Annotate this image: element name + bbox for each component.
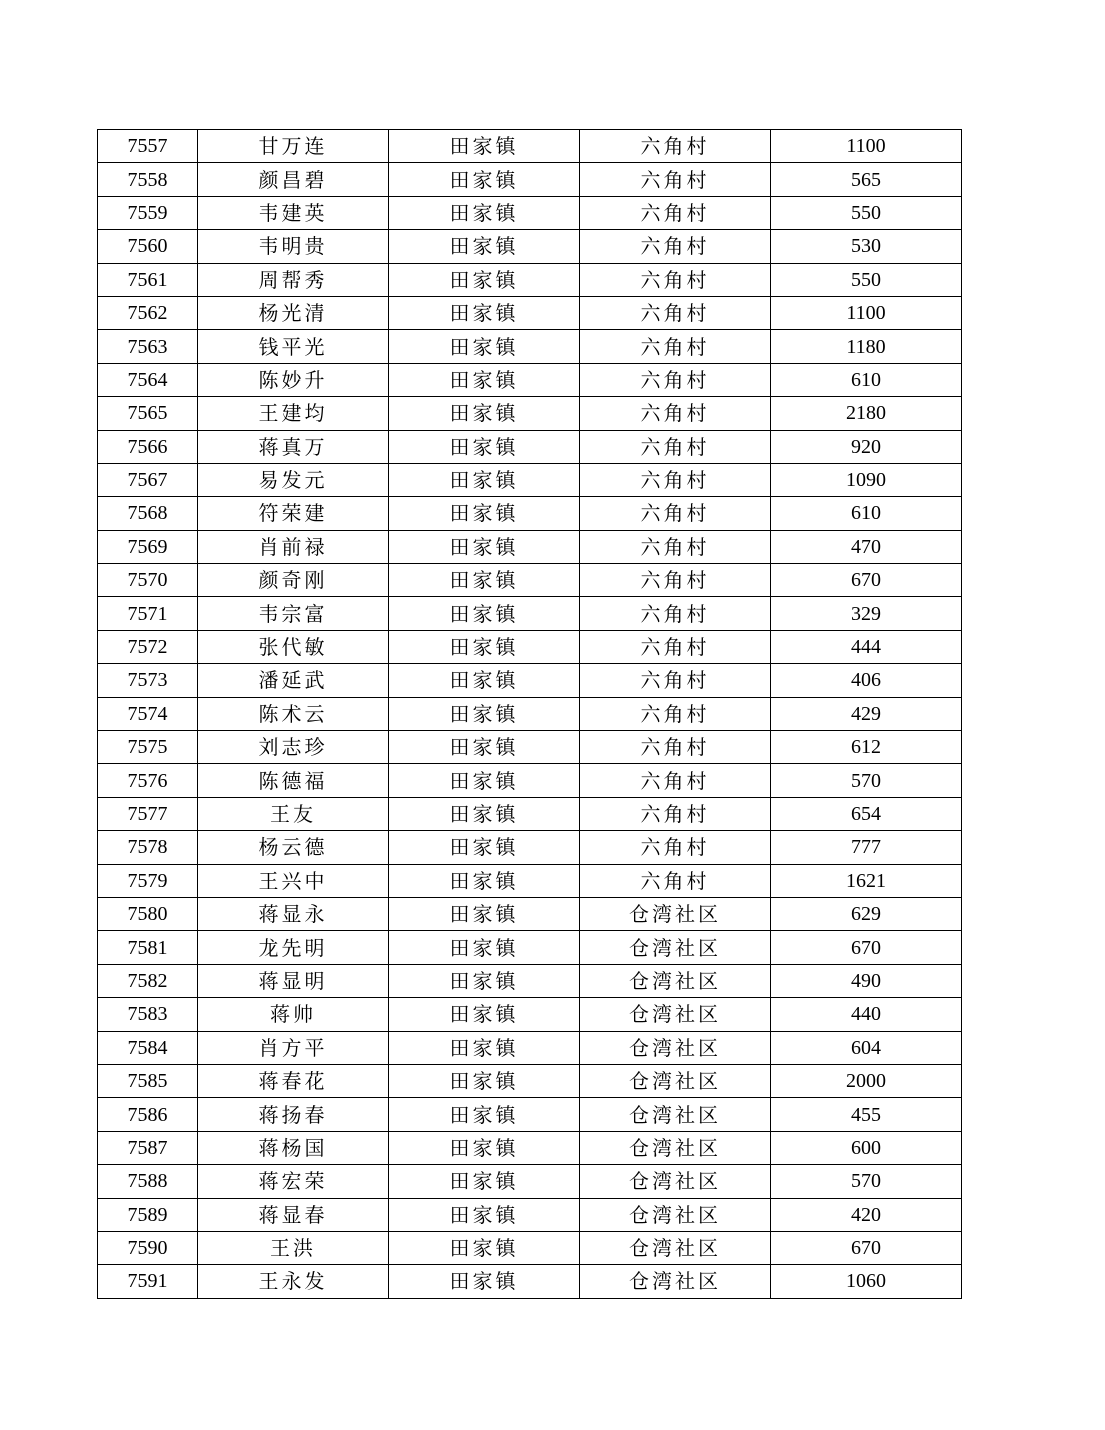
cell-town: 田家镇 — [389, 1031, 580, 1064]
cell-town: 田家镇 — [389, 397, 580, 430]
cell-town: 田家镇 — [389, 630, 580, 663]
table-row — [98, 430, 962, 463]
cell-village: 六角村 — [580, 564, 771, 597]
cell-id: 7558 — [98, 163, 198, 196]
cell-village: 六角村 — [580, 196, 771, 229]
cell-id: 7588 — [98, 1165, 198, 1198]
cell-name: 韦明贵 — [198, 230, 389, 263]
table-body — [98, 130, 962, 1299]
cell-id: 7584 — [98, 1031, 198, 1064]
cell-name: 王永发 — [198, 1265, 389, 1298]
table-row — [98, 1231, 962, 1264]
table-row — [98, 664, 962, 697]
cell-town: 田家镇 — [389, 1165, 580, 1198]
cell-town: 田家镇 — [389, 897, 580, 930]
cell-name: 陈妙升 — [198, 363, 389, 396]
table-row — [98, 296, 962, 329]
cell-town: 田家镇 — [389, 764, 580, 797]
cell-village: 仓湾社区 — [580, 1064, 771, 1097]
cell-town: 田家镇 — [389, 797, 580, 830]
cell-town: 田家镇 — [389, 1064, 580, 1097]
cell-name: 蒋杨国 — [198, 1131, 389, 1164]
cell-amount: 610 — [771, 497, 962, 530]
table-row — [98, 263, 962, 296]
cell-name: 颜昌碧 — [198, 163, 389, 196]
cell-town: 田家镇 — [389, 597, 580, 630]
cell-id: 7591 — [98, 1265, 198, 1298]
cell-amount: 1090 — [771, 463, 962, 496]
cell-id: 7578 — [98, 831, 198, 864]
cell-amount: 654 — [771, 797, 962, 830]
cell-town: 田家镇 — [389, 196, 580, 229]
table-row — [98, 1165, 962, 1198]
table-row — [98, 1064, 962, 1097]
cell-amount: 600 — [771, 1131, 962, 1164]
cell-amount: 612 — [771, 731, 962, 764]
table-row — [98, 630, 962, 663]
table-row — [98, 397, 962, 430]
cell-village: 仓湾社区 — [580, 897, 771, 930]
cell-id: 7583 — [98, 998, 198, 1031]
cell-name: 肖方平 — [198, 1031, 389, 1064]
table-row — [98, 864, 962, 897]
cell-town: 田家镇 — [389, 296, 580, 329]
table-row — [98, 1098, 962, 1131]
cell-id: 7577 — [98, 797, 198, 830]
cell-village: 六角村 — [580, 330, 771, 363]
cell-village: 六角村 — [580, 831, 771, 864]
cell-name: 蒋显春 — [198, 1198, 389, 1231]
cell-village: 六角村 — [580, 230, 771, 263]
cell-village: 仓湾社区 — [580, 931, 771, 964]
cell-id: 7565 — [98, 397, 198, 430]
cell-name: 肖前禄 — [198, 530, 389, 563]
cell-town: 田家镇 — [389, 964, 580, 997]
cell-amount: 1100 — [771, 130, 962, 163]
cell-village: 六角村 — [580, 130, 771, 163]
cell-village: 仓湾社区 — [580, 1131, 771, 1164]
cell-id: 7573 — [98, 664, 198, 697]
cell-name: 杨光清 — [198, 296, 389, 329]
table-row — [98, 831, 962, 864]
cell-name: 龙先明 — [198, 931, 389, 964]
cell-amount: 530 — [771, 230, 962, 263]
cell-village: 仓湾社区 — [580, 1198, 771, 1231]
cell-id: 7561 — [98, 263, 198, 296]
cell-village: 六角村 — [580, 597, 771, 630]
cell-name: 刘志珍 — [198, 731, 389, 764]
cell-id: 7587 — [98, 1131, 198, 1164]
cell-amount: 490 — [771, 964, 962, 997]
cell-name: 潘延武 — [198, 664, 389, 697]
cell-amount: 406 — [771, 664, 962, 697]
cell-village: 仓湾社区 — [580, 998, 771, 1031]
cell-name: 陈德福 — [198, 764, 389, 797]
cell-town: 田家镇 — [389, 564, 580, 597]
cell-village: 六角村 — [580, 697, 771, 730]
table-row — [98, 463, 962, 496]
cell-amount: 777 — [771, 831, 962, 864]
cell-amount: 420 — [771, 1198, 962, 1231]
cell-town: 田家镇 — [389, 463, 580, 496]
cell-amount: 570 — [771, 1165, 962, 1198]
cell-town: 田家镇 — [389, 998, 580, 1031]
table-row — [98, 497, 962, 530]
table-row — [98, 697, 962, 730]
cell-town: 田家镇 — [389, 1131, 580, 1164]
cell-amount: 1621 — [771, 864, 962, 897]
cell-village: 六角村 — [580, 864, 771, 897]
cell-amount: 429 — [771, 697, 962, 730]
cell-amount: 1180 — [771, 330, 962, 363]
cell-village: 六角村 — [580, 731, 771, 764]
cell-id: 7586 — [98, 1098, 198, 1131]
cell-amount: 1100 — [771, 296, 962, 329]
cell-id: 7581 — [98, 931, 198, 964]
cell-village: 六角村 — [580, 797, 771, 830]
cell-name: 周帮秀 — [198, 263, 389, 296]
table-row — [98, 731, 962, 764]
cell-town: 田家镇 — [389, 163, 580, 196]
cell-name: 韦宗富 — [198, 597, 389, 630]
cell-town: 田家镇 — [389, 864, 580, 897]
cell-id: 7560 — [98, 230, 198, 263]
cell-town: 田家镇 — [389, 330, 580, 363]
cell-village: 仓湾社区 — [580, 964, 771, 997]
cell-amount: 565 — [771, 163, 962, 196]
cell-village: 六角村 — [580, 263, 771, 296]
cell-id: 7576 — [98, 764, 198, 797]
cell-id: 7574 — [98, 697, 198, 730]
table-row — [98, 764, 962, 797]
cell-village: 仓湾社区 — [580, 1165, 771, 1198]
table-row — [98, 163, 962, 196]
table-row — [98, 130, 962, 163]
cell-amount: 629 — [771, 897, 962, 930]
cell-name: 蒋真万 — [198, 430, 389, 463]
cell-id: 7571 — [98, 597, 198, 630]
cell-town: 田家镇 — [389, 697, 580, 730]
cell-town: 田家镇 — [389, 831, 580, 864]
cell-amount: 444 — [771, 630, 962, 663]
cell-id: 7590 — [98, 1231, 198, 1264]
cell-village: 仓湾社区 — [580, 1265, 771, 1298]
cell-village: 六角村 — [580, 764, 771, 797]
cell-amount: 440 — [771, 998, 962, 1031]
cell-amount: 2180 — [771, 397, 962, 430]
cell-amount: 2000 — [771, 1064, 962, 1097]
table-row — [98, 1131, 962, 1164]
cell-village: 六角村 — [580, 463, 771, 496]
cell-town: 田家镇 — [389, 664, 580, 697]
cell-id: 7585 — [98, 1064, 198, 1097]
cell-amount: 470 — [771, 530, 962, 563]
cell-amount: 550 — [771, 263, 962, 296]
cell-town: 田家镇 — [389, 230, 580, 263]
cell-village: 六角村 — [580, 296, 771, 329]
cell-town: 田家镇 — [389, 1265, 580, 1298]
cell-amount: 670 — [771, 564, 962, 597]
cell-id: 7566 — [98, 430, 198, 463]
cell-village: 六角村 — [580, 397, 771, 430]
cell-id: 7559 — [98, 196, 198, 229]
cell-town: 田家镇 — [389, 363, 580, 396]
cell-town: 田家镇 — [389, 931, 580, 964]
cell-id: 7568 — [98, 497, 198, 530]
cell-town: 田家镇 — [389, 1231, 580, 1264]
cell-amount: 604 — [771, 1031, 962, 1064]
cell-amount: 570 — [771, 764, 962, 797]
table-row — [98, 797, 962, 830]
cell-id: 7563 — [98, 330, 198, 363]
cell-village: 六角村 — [580, 363, 771, 396]
cell-name: 张代敏 — [198, 630, 389, 663]
cell-village: 仓湾社区 — [580, 1098, 771, 1131]
cell-village: 六角村 — [580, 530, 771, 563]
cell-town: 田家镇 — [389, 530, 580, 563]
cell-name: 王建均 — [198, 397, 389, 430]
cell-id: 7582 — [98, 964, 198, 997]
cell-name: 王兴中 — [198, 864, 389, 897]
cell-amount: 550 — [771, 196, 962, 229]
cell-id: 7564 — [98, 363, 198, 396]
data-table — [97, 129, 962, 1299]
cell-town: 田家镇 — [389, 430, 580, 463]
cell-village: 六角村 — [580, 497, 771, 530]
cell-name: 蒋帅 — [198, 998, 389, 1031]
cell-amount: 329 — [771, 597, 962, 630]
cell-amount: 670 — [771, 1231, 962, 1264]
cell-village: 六角村 — [580, 163, 771, 196]
table-row — [98, 964, 962, 997]
table-row — [98, 330, 962, 363]
cell-town: 田家镇 — [389, 1098, 580, 1131]
cell-town: 田家镇 — [389, 130, 580, 163]
cell-village: 六角村 — [580, 664, 771, 697]
cell-town: 田家镇 — [389, 1198, 580, 1231]
cell-id: 7572 — [98, 630, 198, 663]
cell-name: 易发元 — [198, 463, 389, 496]
cell-name: 王友 — [198, 797, 389, 830]
cell-id: 7579 — [98, 864, 198, 897]
cell-name: 韦建英 — [198, 196, 389, 229]
cell-town: 田家镇 — [389, 731, 580, 764]
cell-name: 钱平光 — [198, 330, 389, 363]
table-row — [98, 363, 962, 396]
table-row — [98, 897, 962, 930]
cell-id: 7580 — [98, 897, 198, 930]
cell-id: 7589 — [98, 1198, 198, 1231]
cell-name: 杨云德 — [198, 831, 389, 864]
cell-village: 仓湾社区 — [580, 1231, 771, 1264]
cell-name: 蒋扬春 — [198, 1098, 389, 1131]
cell-name: 蒋春花 — [198, 1064, 389, 1097]
table-row — [98, 230, 962, 263]
cell-id: 7562 — [98, 296, 198, 329]
cell-name: 蒋宏荣 — [198, 1165, 389, 1198]
table-row — [98, 597, 962, 630]
table-row — [98, 1031, 962, 1064]
cell-id: 7575 — [98, 731, 198, 764]
cell-amount: 1060 — [771, 1265, 962, 1298]
cell-id: 7557 — [98, 130, 198, 163]
cell-amount: 670 — [771, 931, 962, 964]
cell-amount: 455 — [771, 1098, 962, 1131]
table-row — [98, 998, 962, 1031]
cell-village: 仓湾社区 — [580, 1031, 771, 1064]
table-row — [98, 931, 962, 964]
cell-village: 六角村 — [580, 630, 771, 663]
cell-name: 符荣建 — [198, 497, 389, 530]
cell-amount: 610 — [771, 363, 962, 396]
table-row — [98, 1198, 962, 1231]
cell-name: 颜奇刚 — [198, 564, 389, 597]
cell-name: 陈术云 — [198, 697, 389, 730]
cell-town: 田家镇 — [389, 263, 580, 296]
table-row — [98, 564, 962, 597]
cell-name: 甘万连 — [198, 130, 389, 163]
cell-name: 蒋显永 — [198, 897, 389, 930]
cell-amount: 920 — [771, 430, 962, 463]
cell-id: 7570 — [98, 564, 198, 597]
cell-name: 蒋显明 — [198, 964, 389, 997]
table-row — [98, 1265, 962, 1298]
cell-id: 7567 — [98, 463, 198, 496]
table-row — [98, 530, 962, 563]
cell-id: 7569 — [98, 530, 198, 563]
cell-village: 六角村 — [580, 430, 771, 463]
cell-town: 田家镇 — [389, 497, 580, 530]
cell-name: 王洪 — [198, 1231, 389, 1264]
table-row — [98, 196, 962, 229]
